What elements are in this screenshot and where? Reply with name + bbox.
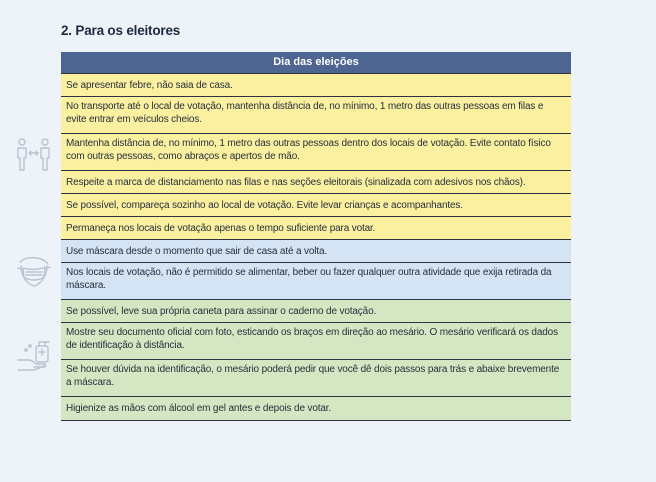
section-title: 2. Para os eleitores [61, 23, 181, 38]
table-row: Se possível, compareça sozinho ao local de votação. Evite levar crianças e acompanhantes. [61, 194, 571, 217]
table-header: Dia das eleições [61, 52, 571, 74]
table-row: Mantenha distância de, no mínimo, 1 metro das outras pessoas dentro dos locais de votação. Evite contato físico com outras pessoas, como abraços e apertos de mão. [61, 134, 571, 171]
people-distancing-icon [14, 136, 54, 176]
table-row: Se apresentar febre, não saia de casa. [61, 74, 571, 97]
table-row: No transporte até o local de votação, mantenha distância de, no mínimo, 1 metro das outras pessoas em filas e evite entrar em veículos cheios. [61, 97, 571, 134]
table-row: Se houver dúvida na identificação, o mesário poderá pedir que você dê dois passos para trás e abaixe brevemente a máscara. [61, 360, 571, 397]
face-mask-icon [14, 252, 54, 292]
voter-guidelines-table [61, 52, 571, 421]
table-row: Use máscara desde o momento que sair de casa até a volta. [61, 240, 571, 263]
table-row: Se possível, leve sua própria caneta para assinar o caderno de votação. [61, 300, 571, 323]
table-row: Higienize as mãos com álcool em gel antes e depois de votar. [61, 397, 571, 420]
table-row: Respeite a marca de distanciamento nas filas e nas seções eleitorais (sinalizada com adesivos nos chãos). [61, 171, 571, 194]
table-row: Permaneça nos locais de votação apenas o tempo suficiente para votar. [61, 217, 571, 240]
table-row: Mostre seu documento oficial com foto, esticando os braços em direção ao mesário. O mesário verificará os dados de identificação à distância. [61, 323, 571, 360]
table-row: Nos locais de votação, não é permitido se alimentar, beber ou fazer qualquer outra atividade que exija retirada da máscara. [61, 263, 571, 300]
hand-sanitizer-icon [14, 336, 54, 376]
